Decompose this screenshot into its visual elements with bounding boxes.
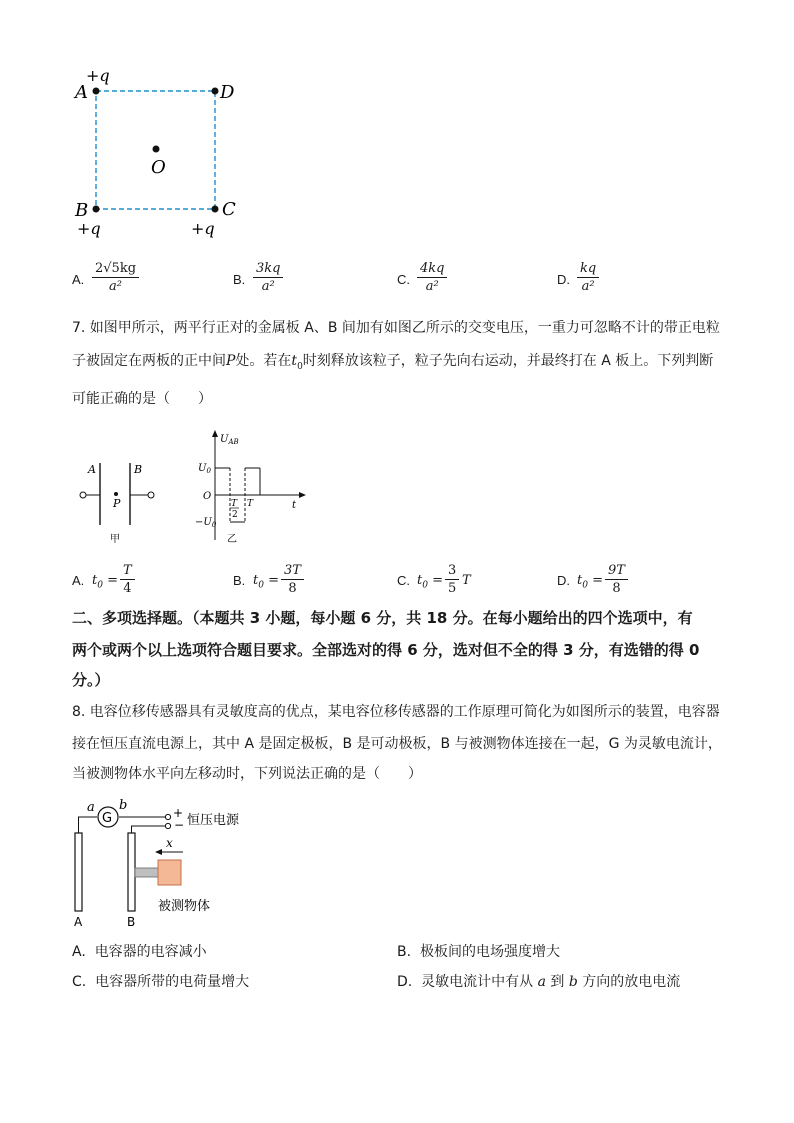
q6-option-b-letter: B. — [233, 272, 246, 287]
q7-option-a-letter: A. — [72, 573, 85, 588]
q7-line2-part3: 时刻释放该粒子，粒子先向右运动，并最终打在 A 板上。下列判断 — [302, 353, 714, 369]
q7-option-a-fraction — [120, 562, 135, 597]
q6-option-c-fraction — [417, 260, 447, 295]
q6-option-d-letter: D. — [557, 272, 570, 287]
section2-line2: 两个或两个以上选项符合题目要求。全部选对的得 6 分，选对但不全的得 3 分，有选错的得 0 — [72, 641, 700, 659]
particle-dot — [114, 492, 118, 496]
point-c — [212, 206, 219, 213]
yi-t-label: t — [292, 500, 297, 511]
yi-origin-label: O — [203, 491, 212, 502]
q7-option-b-letter: B. — [233, 573, 246, 588]
yi-neg-u0-label: $-U_0$ — [195, 517, 217, 529]
measured-object — [158, 860, 181, 885]
plate-b — [128, 833, 135, 911]
plus-sign: + — [173, 806, 184, 820]
section2-line1: 二、多项选择题。（本题共 3 小题，每小题 6 分，共 18 分。在每小题给出的四个选项中，有 — [72, 609, 693, 627]
yi-caption: 乙 — [227, 534, 237, 545]
q8-capacitor-figure — [65, 795, 265, 930]
q7-option-d-num: 9T — [608, 563, 625, 578]
plate-a-label: A — [74, 915, 83, 929]
q8-option-d: D. 灵敏电流计中有从 a 到 b 方向的放电电流 — [397, 974, 681, 990]
q7-option-a-lhs: $t_0$ = — [92, 573, 119, 591]
q6-option-d-fraction — [577, 260, 599, 295]
label-a: A — [75, 82, 88, 103]
q7-option-d-letter: D. — [557, 573, 570, 588]
yi-period-label: T — [247, 499, 254, 509]
minus-sign: − — [174, 818, 185, 832]
q7-option-d-lhs: $t_0$ = — [577, 573, 604, 591]
q7-figure-yi — [195, 428, 315, 550]
q8-option-c: C. 电容器所带的电荷量增大 — [72, 974, 250, 990]
label-o: O — [151, 157, 166, 178]
q7-option-c-den: 5 — [448, 581, 457, 596]
q7-option-d-fraction — [605, 562, 628, 597]
jia-label-p: P — [113, 497, 121, 510]
charge-b: +q — [77, 219, 101, 238]
q8-stem-line2: 接在恒压直流电源上，其中 A 是固定极板，B 是可动极板，B 与被测物体连接在一起，G 为灵敏电流计， — [72, 736, 722, 752]
power-source-label: 恒压电源 — [187, 813, 240, 828]
terminal-right — [148, 492, 154, 498]
terminal-left — [80, 492, 86, 498]
q7-option-c-fraction — [445, 562, 459, 597]
q7-t0-sub: 0 — [297, 361, 303, 372]
q6-option-c-den: a² — [425, 279, 439, 294]
q7-point-p: P — [226, 353, 236, 369]
node-b-label: b — [119, 798, 128, 813]
section2-line3: 分。） — [72, 671, 110, 689]
q7-option-d-den: 8 — [612, 581, 621, 596]
label-b: B — [75, 200, 89, 221]
jia-label-a: A — [88, 463, 96, 476]
q7-option-b-den: 8 — [288, 581, 297, 596]
terminal-minus — [165, 823, 170, 828]
q6-option-d-den: a² — [581, 279, 595, 294]
charge-a: +q — [86, 66, 110, 85]
label-d: D — [220, 82, 235, 103]
q6-option-a-fraction — [92, 260, 139, 295]
point-a — [93, 88, 100, 95]
q7-figure-jia — [70, 455, 170, 550]
q7-option-a-den: 4 — [123, 581, 132, 596]
q7-option-b-num: 3T — [284, 563, 301, 578]
q7-option-c-letter: C. — [397, 573, 410, 588]
label-c: C — [222, 199, 236, 220]
yi-half-den: 2 — [232, 510, 238, 520]
yi-y-label: $U_{AB}$ — [220, 434, 239, 446]
x-label: x — [166, 836, 173, 850]
q6-option-b-num: 3kq — [256, 261, 281, 276]
q7-stem-line1: 7. 如图甲所示，两平行正对的金属板 A、B 间加有如图乙所示的交变电压，一重力可忽略不计的带正电粒 — [72, 320, 720, 336]
jia-caption: 甲 — [110, 534, 120, 545]
point-o — [153, 146, 160, 153]
q7-option-c-tail: T — [462, 573, 471, 588]
connecting-rod — [135, 868, 158, 877]
q8-option-b: B. 极板间的电场强度增大 — [397, 944, 560, 960]
q6-option-a-letter: A. — [72, 272, 85, 287]
jia-label-b: B — [134, 463, 143, 476]
node-a-label: a — [87, 800, 95, 815]
q8-option-a: A. 电容器的电容减小 — [72, 944, 207, 960]
plate-b-label: B — [127, 915, 136, 929]
plate-a — [75, 833, 82, 911]
q8-stem-line3: 当被测物体水平向左移动时，下列说法正确的是（ ） — [72, 766, 422, 782]
object-label: 被测物体 — [158, 899, 211, 914]
q7-option-c-num: 3 — [448, 563, 457, 578]
q6-option-b-fraction — [253, 260, 283, 295]
yi-half-num: T — [231, 499, 238, 509]
terminal-plus — [165, 814, 170, 819]
q6-option-c-letter: C. — [397, 272, 410, 287]
q7-option-b-lhs: $t_0$ = — [253, 573, 280, 591]
q7-line2-part2: 处。若在 — [235, 353, 292, 369]
q8-stem-line1: 8. 电容位移传感器具有灵敏度高的优点，某电容位移传感器的工作原理可简化为如图所示的装置，电容器 — [72, 704, 720, 720]
q6-option-a-num: 2√5kg — [95, 261, 137, 276]
q6-option-d-num: kq — [580, 261, 597, 276]
q7-option-a-num: T — [123, 563, 132, 578]
charge-c: +q — [191, 219, 215, 238]
q7-line2-part1: 子被固定在两板的正中间 — [72, 353, 226, 369]
q7-option-b-fraction — [281, 562, 304, 597]
square-charge-figure — [60, 60, 260, 250]
q7-t0-t: t — [291, 353, 298, 369]
q6-option-a-den: a² — [109, 279, 122, 294]
point-d — [212, 88, 219, 95]
q6-option-c-num: 4kq — [420, 261, 445, 276]
galvanometer-label: G — [102, 811, 113, 826]
q6-option-b-den: a² — [261, 279, 275, 294]
q7-stem-line2 — [72, 351, 713, 377]
q7-stem-line3: 可能正确的是（ ） — [72, 391, 212, 407]
q7-option-c-lhs: $t_0$ = — [417, 573, 444, 591]
yi-u0-label: $U_0$ — [198, 463, 211, 475]
point-b — [93, 206, 100, 213]
